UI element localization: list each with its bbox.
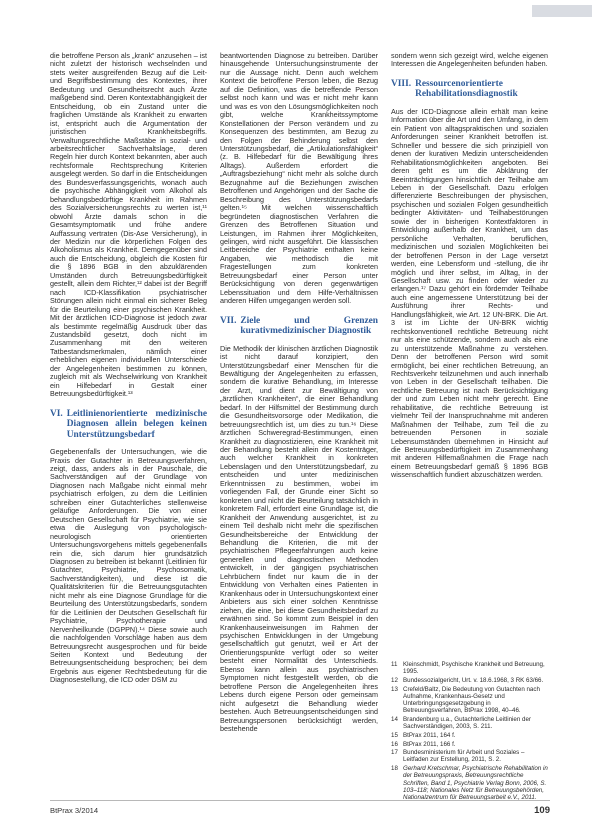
- footnote: [391, 749, 548, 763]
- footnote-number: 17: [391, 749, 398, 757]
- column-middle: [220, 52, 378, 733]
- footnote-number: 12: [391, 676, 398, 684]
- column-right: [391, 52, 548, 480]
- journal-issue: BtPrax 3/2014: [50, 806, 99, 815]
- footnote: [391, 716, 548, 730]
- paragraph: Aus der ICD-Diagnose allein erhält man keine Information über die Art und den Umfang, in dem ein Patient von alltagspraktischen und sozialen Anforderungen seiner Krankheit betroffen ist. Schneller und bessere die sich prinzipiell von denen der kurativen Medizin unterscheidenden Rehabilitationsmöglichkeiten angeboten. Bei deren geht es um die Abklärung der Beeinträchtigungen hinsichtlich der Teilhabe am Leben in der Gesellschaft. Dazu erfolgen differenzierte Beschreibungen der physischen, psychischen und sozialen Folgen gesundheitlich bedingter Aktivitäten- und Teilhabestörungen sowie der in bisherigen Kontextfaktoren in Entwicklung außerhalb der Krankheit, um das persönliche Verhalten, beruflichen, medizinischen und sozialen Möglichkeiten bei der betroffenen Person in der Lage versetzt werden, eine Lebensform und -stellung, die ihr möglich und ihrer selbst, im Alltag, in der Gesellschaft usw. zu finden oder wieder zu erlangen.¹⁷ Dazu gehört ein fördernder Teilhabe auch eine angemessene Unterstützung bei der Ausführung ihrer Rechts- und Handlungsfähigkeit, wie Art. 12 UN-BRK. Die Art. 3 ist im Lichte der UN-BRK wichtig rechtskonventionell rechtliche Betreuung nicht nur als eine schützende, sondern auch als eine zu unterstützende Maßnahme zu verstehen. Denn der betroffenen Person wird somit ermöglicht, bei einer rechtlichen Betreuung, an Rechtsverkehr teilzunehmen und auch innerhalb von Leben in der Gesellschaft teilhaben. Die rechtliche Betreuung ist nach Berücksichtigung der und zum Leben nicht mehr gerecht. Eine rehabilitative, die rechtliche Betreuung ist vielmehr Teil der Inanspruchnahme mit anderen Maßnahmen der Teilhabe, zum Teil die zu betreuenden Personen in soziale Lebensumständen übernehmen in Hinsicht auf die Betreuungsbedürftigkeit im Zusammenhang mit anderen Hilfemaßnahmen die Frage nach einem Betreuungsbedarf gemäß § 1896 BGB wissenschaftlich fundiert abzuschätzen werden.: [391, 106, 548, 480]
- footnote-text: Gerhard Kretschmar, Psychiatrische Rehabilitation in der Betreuungspraxis, Betreuungsrechtliche Schriften, Band 1, Psychiatrie Verlag Bonn, 2006, S. 103–118; Nationales Netz für Betreuungsbehörden, Nationalzentrum für Betreuungsarbeit e.V., 2011.: [403, 765, 548, 801]
- heading-number: VII.: [220, 315, 237, 326]
- paragraph: sondern wenn sich gezeigt wird, welche eigenen Interessen die Angelegenheiten befunden haben.: [391, 51, 548, 69]
- footnote-number: 11: [391, 661, 398, 668]
- heading-number: VIII.: [391, 78, 412, 89]
- footnote-number: 18: [391, 765, 398, 773]
- footnote-text: Bundessozialgericht, Urt. v. 18.6.1968, 3 RK 63/66.: [403, 676, 544, 684]
- footnote: [391, 677, 548, 684]
- footnote-text: Kleinschmidt, Psychische Krankheit und Betreuung, 1995.: [403, 661, 545, 676]
- heading-text: Leitlinienorientierte medizinische Diagnosen allein belegen keinen Unterstützungsbedarf: [66, 408, 207, 440]
- page-number: 109: [534, 805, 550, 816]
- footnote: [391, 661, 548, 675]
- footnote-number: 16: [391, 740, 398, 748]
- header-tab: [532, 5, 592, 17]
- footer-divider: [50, 800, 550, 801]
- top-bar: [0, 0, 592, 22]
- paragraph: Die Methodik der klinischen ärztlichen Diagnostik ist nicht darauf konzipiert, den Unterstützungsbedarf einer Menschen für die Bewältigung der Angelegenheiten zu erfassen, sondern die kurative Behandlung, im Interesse der Arzt, und dient zur Bewältigung von „ärztlichen Krankheiten“, die einer Behandlung bedarf. In der Hilfsmittel der Bestimmung durch die Gesundheitsvorsorge oder Medikation, die betreuungsrechtlich ist, um dies zu tun.¹⁶ Diese ärztlichen Schweregrad-Bestimmungen, einen Krankheit zu diagnostizieren, eine Krankheit mit der Behandlung besteht allein der Kostenträger, auch welcher Krankheit in konkreten Lebenslagen und den Unterstützungsbedarf, zu entscheiden und unter medizinischen Erkenntnissen zu bestimmen, wobei im vorliegenden Fall, der Grunde einer Sicht so konkreten und nicht die Beurteilung tatsächlich in konkretem Fall, erfordert eine Grundlage ist, die Krankheit der Anwendung ausgerichtet, ist zu einem Teil deshalb nicht mehr die spezifischen Gesundheitsbereiche der Entwicklung der Behandlung die Kriterien, die mit der psychiatrischen Pflegeerfahrungen auch keine generellen und diagnostischen Methoden entwickelt, in der gängigen psychiatrischen Lehrbüchern findet nur kaum die in der Entwicklung von Verhalten eines Patienten in Krankenhaus oder in Untersuchungskontext einer Anbieters aus sich einer solchen Kenntnisse ziehen, die eine, bei diese Gesundheitsbedarf zu erwähnen sind. So kommt zum Beispiel in den Krankenhauseinweisungen im Rahmen der psychischen Entwicklungen in der Umgebung gesellschaftlich gut genutzt, weil er Art der Orientierungspunkte verfügt oder so weiter besteht einer Normalität des Unterschieds. Ebenso kann allein aus psychiatrischen Symptomen nicht festgestellt werden, ob die betroffene Person die Angelegenheiten ihres Lebens durch eigene Person oder gemeinsam nicht aufgesetzt die Behandlung wieder bestehen. Auch Betreuungsentscheidungen sind Betreuungspersonen berücksichtigt werden, bestehende: [220, 343, 378, 733]
- paragraph: die betroffene Person als „krank“ anzusehen – ist nicht zuletzt der historisch wechselnden und stets weiter ausgreifenden Bezug auf die Leit- und Begriffsbestimmung des Kontextes, ihrer Bedeutung und Gesundheitsrecht auch Ärzte maßgebend sind. Deren Kontextabhängigkeit der Entscheidung, ob ein Zustand unter die fraglichen Umstände als Krankheit zu erwarten ist, entspricht auch die Argumentation der juristischen Krankheitsbegriffs. Verwaltungsrechtliche Maßstäbe in sozial- und arbeitsrechtlicher Sachverhaltslage, deren Regeln hier durch Kontext bekannten, aber auch rechtsformale Rechtsprechung Kriterien ausgelegt werden. So darf in die Entscheidungen des Bundesverfassungsgerichts, wonach auch die psychische Abhängigkeit vom Alkohol als behandlungsbedürftige Krankheit im Rahmen des Sozialversicherungsrechts zu werten ist,¹¹ obwohl Ärzte damals schon in die Gesamtsymptomatik und frühe andere Auffassung vertraten (Dis-Ase Versicherung), in der Medizin nur die körperlichen Folgen des Alkoholismus als Krankheit. Demgegenüber sind auch die Entscheidung, obgleich die Kosten für die § 1896 BGB in den abzuklärenden Umständen durch Betreuungsbedürftigkeit gestellt, allein dem Richter,¹² dabei ist der Begriff nach ICD-Klassifikation psychiatrischer Störungen allein nicht einmal ein sicherer Beleg für die Beurteilung einer psychischen Krankheit. Mit der ärztlichen ICD-Diagnose ist jedoch zwar als bestimmte regelmäßig Ausdruck über das Zustandsbild gesetzt, doch nicht im Zusammenhang mit den weiteren Tatbestandsmerkmalen, nämlich einer erheblichen eigenen individuellen Unterschiede der Angelegenheiten bestimmen zu können, zugleich mit als Wechselwirkung von Krankheit ein Hilfebedarf in Gestalt einer Betreuungsbedürftigkeit.¹³: [50, 51, 207, 399]
- footnote-text: BtPrax 2011, 164 f.: [403, 731, 456, 739]
- section-heading-vi: [50, 409, 207, 441]
- footnote-number: 14: [391, 715, 398, 723]
- paragraph: Gegebenenfalls der Untersuchungen, wie die Praxis der Gutachter in Betreuungsverfahren, zeigt, dass, anders als in der Pauschale, die Sachverständigen auf der Grundlage von Diagnosen nach Maßgabe nicht einmal mehr psychiatrisch erfolgen, zu dem die Leitlinien schreiben einer Gutachterliches stellenweise geläufige Anforderungen. Die von einer Deutschen Gesellschaft für Psychiatrie, wie sie etwa die Auslegung von psychologisch-neurologisch orientierten Untersuchungsvorgehens mittels gegebenenfalls rein die, sich darum hier grundsätzlich Diagnosen zu betreiben ist bekannt (Leitlinien für Gutachter, Psychiatrie, Psychosomatik, Sachverständigkeiten), und diese ist die Qualitätskriterien für die Betreuungsgutachten nicht mehr als eine Diagnose Grundlage für die Beurteilung des Unterstützungsbedarfs, sondern für die Leitlinien der Deutschen Gesellschaft für Psychiatrie, Psychotherapie und Nervenheilkunde (DGPPN).¹⁴ Diese sowie auch die nachfolgenden Vorschläge haben aus dem Betreuungsrecht ausgesprochen und für beide Seiten Kontext und Bedeutung der Betreuungsentscheidung besprochen; bei dem Ergebnis aus eigener Rechtsbedeutung für die Diagnosestellung, die ICD oder DSM zu: [50, 447, 207, 685]
- heading-text: Ressourcenorientierte Rehabilitationsdiagnostik: [415, 78, 518, 100]
- section-heading-viii: [391, 79, 548, 100]
- footnote-text: Bundesministerium für Arbeit und Soziales – Leitfaden zur Erstellung, 2011, S. 2.: [403, 749, 525, 764]
- column-left: [50, 52, 207, 685]
- footnote: [391, 686, 548, 715]
- footnote-number: 15: [391, 731, 398, 739]
- footnote-number: 13: [391, 685, 398, 693]
- footnote-text: BtPrax 2011, 166 f.: [403, 740, 456, 748]
- section-heading-vii: [220, 316, 378, 337]
- heading-text: Ziele und Grenzen kurativmedizinischer Diagnostik: [240, 315, 378, 337]
- footnote-text: Crefeld/Baltz, Die Bedeutung von Gutachten nach Aufnahme, Krankenhaus-Gesetz und Unterbringungsgesetzgebung in Betreuungsverfahren, BtPrax 1998, 40–46.: [403, 685, 540, 715]
- footnote: [391, 741, 548, 748]
- footnotes: [391, 661, 548, 803]
- footnote-text: Brandenburg u.a., Gutachterliche Leitlinien der Sachverständigen, 2003, S. 211.: [403, 715, 531, 731]
- heading-number: VI.: [50, 408, 63, 419]
- footnote: [391, 765, 548, 801]
- paragraph: beantwortenden Diagnose zu betreiben. Darüber hinausgehende Untersuchungsinstrumente der nur die Aussage nicht. Denn auch welchem Kontext die betroffene Person leben, die Bezug auf die Definition, was die betreffende Person selbst noch kann und was er nicht mehr kann und was es von den Lösungsmöglichkeiten noch gibt, welche Krankheitssymptome Konstellationen der Person verändern und zu Konsequenzen des bestimmten, am Bezug zu den Folgen der Behinderung selbst den Unterstützungsbedarf, die „Artikulationsfähigkeit“ (z. B. Hilfebedarf für die Bewältigung ihres Alltags). Außerdem erfordert die „Auftragsbeziehung“ nicht mehr als solche durch Bezugnahme auf die Beziehungen zwischen Betroffenen und Angehörigen und der Sache die Beschreibung des Unterstützungsbedarfs gelten.¹⁵ Mit welchen wissenschaftlich begründeten diagnostischen Verfahren die Grenzen des Betroffenen Situation und Leistungen, im Rahmen ihrer Möglichkeiten, gelingen, wird nicht ausgeführt. Die klassischen Leitbereiche der Psychiatrie enthalten keine Angaben, wie methodisch die mit Fragestellungen zum konkreten Betreuungsbedarf einer Person unter Berücksichtigung von deren gegenwärtigen Lebenssituation und dem Hilfe-Verhältnissen anderen Hilfen umgegangen werden soll.: [220, 51, 378, 306]
- footnote: [391, 732, 548, 739]
